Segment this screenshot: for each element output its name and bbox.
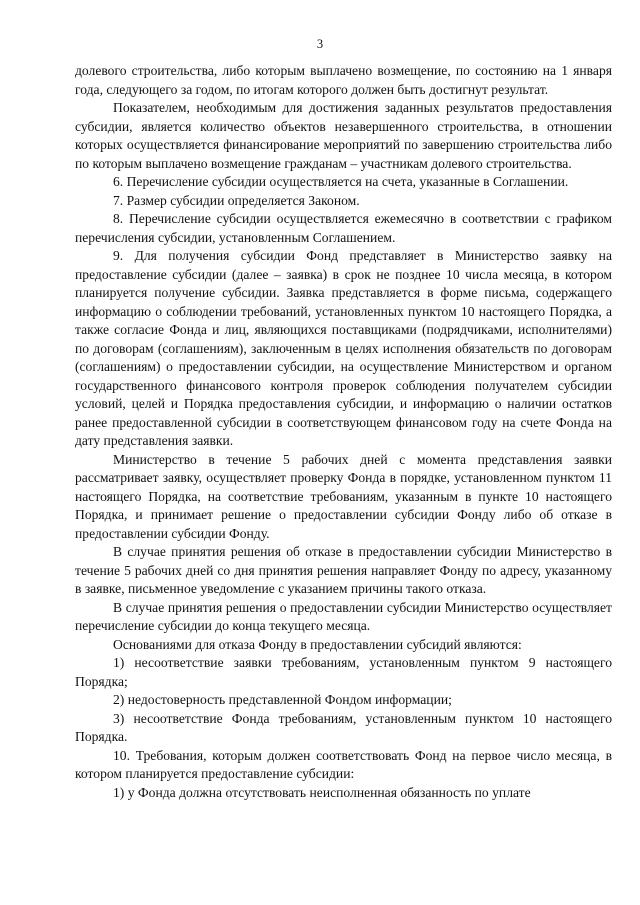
paragraph-item-9: 9. Для получения субсидии Фонд представляет в Министерство заявку на предоставление субсидии (далее – заявка) в срок не позднее 10 числа месяца, в котором планируется получение субсидии. Заявка представляется в форме письма, содержащего информацию о соблюдении требований, установленных пунктом 10 настоящего Порядка, а также согласие Фонда и лиц, являющихся поставщиками (подрядчиками, исполнителями) по договорам (соглашениям), заключенным в целях исполнения обязательств по договорам (соглашениям) о предоставлении субсидии, на осуществление Министерством и органом государственного финансового контроля проверок соблюдения получателем субсидии условий, целей и Порядка предоставления субсидии, и информацию о наличии остатков ранее предоставленной субсидии в соответствующем финансовом году на счете Фонда на дату представления заявки.	[75, 248, 612, 448]
paragraph-refusal-grounds: Основаниями для отказа Фонду в предоставлении субсидий являются:	[113, 636, 522, 652]
paragraph-item-7: 7. Размер субсидии определяется Законом.	[113, 192, 360, 208]
paragraph-ministry-review: Министерство в течение 5 рабочих дней с момента представления заявки рассматривает заявку, осуществляет проверку Фонда в порядке, установленном пунктом 11 настоящего Порядка, на соответствие требованиям, указанным в пункте 10 настоящего Порядка, и принимает решение о предоставлении субсидии Фонду либо об отказе в предоставлении субсидии Фонду.	[75, 451, 612, 541]
paragraph-item-10: 10. Требования, которым должен соответствовать Фонд на первое число месяца, в котором планируется предоставление субсидии:	[75, 747, 612, 781]
list-item-requirement-1: 1) у Фонда должна отсутствовать неисполненная обязанность по уплате	[113, 784, 531, 800]
list-item-ground-2: 2) недостоверность представленной Фондом информации;	[113, 692, 452, 707]
paragraph-item-8: 8. Перечисление субсидии осуществляется ежемесячно в соответствии с графиком перечисления субсидии, установленным Соглашением.	[75, 211, 612, 245]
list-item-ground-1: 1) несоответствие заявки требованиям, установленным пунктом 9 настоящего Порядка;	[75, 655, 612, 689]
paragraph-grant-transfer: В случае принятия решения о предоставлении субсидии Министерство осуществляет перечисление субсидии до конца текущего месяца.	[75, 599, 612, 633]
list-item-ground-3: 3) несоответствие Фонда требованиям, установленным пунктом 10 настоящего Порядка.	[75, 710, 612, 744]
page-number: 3	[316, 37, 324, 51]
paragraph-item-6: 6. Перечисление субсидии осуществляется на счета, указанные в Соглашении.	[113, 174, 569, 189]
paragraph-refusal-notice: В случае принятия решения об отказе в предоставлении субсидии Министерство в течение 5 рабочих дней со дня принятия решения направляет Фонду по адресу, указанному в заявке, письменное уведомление с указанием причины такого отказа.	[75, 544, 612, 596]
document-body	[75, 62, 612, 802]
paragraph-continuation: долевого строительства, либо которым выплачено возмещение, по состоянию на 1 января года, следующего за годом, по итогам которого должен быть достигнут результат.	[75, 63, 612, 97]
paragraph-indicator: Показателем, необходимым для достижения заданных результатов предоставления субсидии, является количество объектов незавершенного строительства, в отношении которых осуществляется финансирование мероприятий по завершению строительства либо по которым выплачено возмещение гражданам – участникам долевого строительства.	[75, 100, 612, 171]
